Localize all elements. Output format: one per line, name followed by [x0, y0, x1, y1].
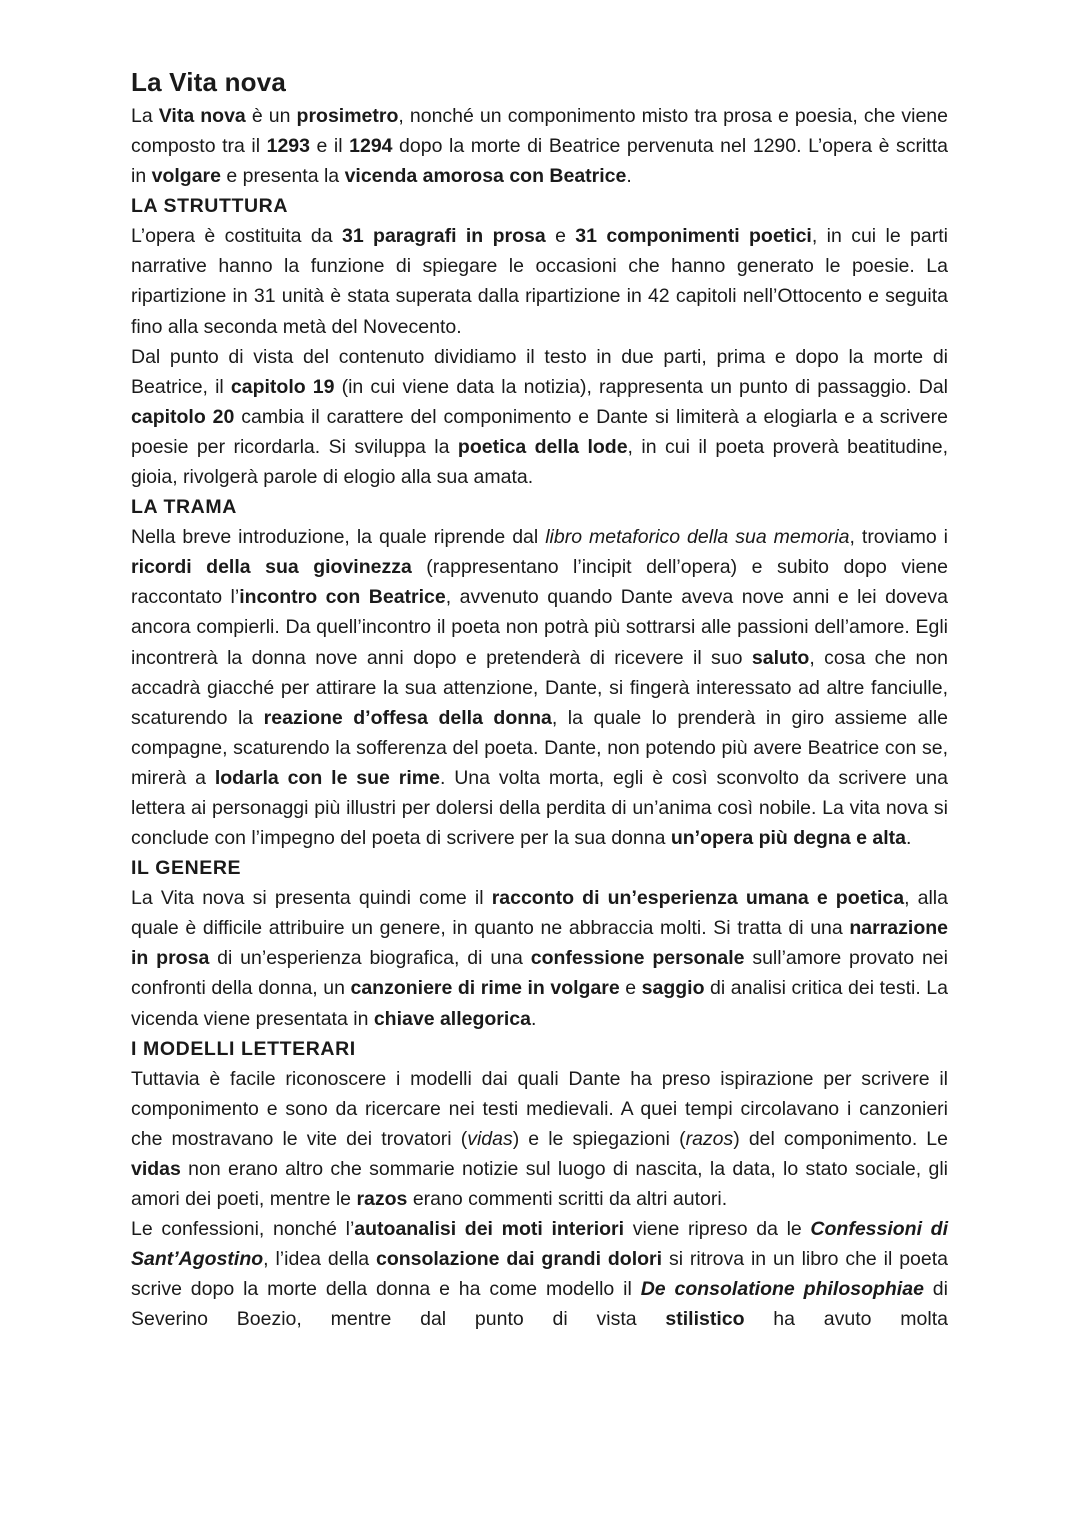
emphasized-text: libro metaforico della sua memoria: [545, 526, 850, 549]
text-run: .: [905, 827, 912, 850]
text-run: dopo la morte di Beatrice pervenuta nel 1290. L’opera è scritta in: [131, 135, 948, 188]
text-run: è un: [245, 105, 297, 127]
text-run: .: [531, 1007, 537, 1030]
emphasized-text: saggio: [641, 977, 705, 1000]
text-run: non erano altro che sommarie notizie sul luogo di nascita, la data, lo stato sociale, gli amori dei poeti, mentre le: [131, 1157, 948, 1210]
document-title: La Vita nova: [131, 67, 287, 97]
emphasized-text: 31 paragrafi in prosa: [341, 225, 546, 248]
emphasized-text: racconto di un’esperienza umana e poetica: [491, 887, 905, 910]
text-run: di un’esperienza biografica, di una: [209, 947, 531, 970]
emphasized-text: incontro con Beatrice: [239, 586, 446, 609]
emphasized-text: prosimetro: [296, 105, 399, 127]
emphasized-text: Vita nova: [158, 105, 246, 127]
emphasized-text: 1293: [266, 135, 310, 158]
paragraph: [131, 883, 948, 1033]
text-run: La: [131, 105, 159, 127]
text-run: , l’idea della: [263, 1248, 376, 1271]
emphasized-text: capitolo 20: [131, 405, 235, 428]
emphasized-text: razos: [356, 1188, 408, 1210]
text-run: . Una volta morta, egli è così sconvolto da scrivere una lettera ai personaggi più illustri per dolersi della perdita di un’anima così nobile. La vita nova si conclude con l’impegno del poeta di scrivere per la sua donna: [131, 766, 948, 850]
text-run: .: [626, 165, 632, 188]
section-heading: LA STRUTTURA: [131, 195, 289, 218]
text-run: cambia il carattere del componimento e Dante si limiterà a elogiarla e a scrivere poesie per ricordarla. Si sviluppa la: [131, 405, 948, 458]
text-run: L’opera è costituita da: [131, 225, 342, 248]
text-run: ha avuto molta: [744, 1308, 948, 1331]
emphasized-text: vidas: [131, 1157, 181, 1180]
emphasized-text: De consolatione philosophiae: [640, 1278, 924, 1301]
text-run: Dal punto di vista del contenuto dividiamo il testo in due parti, prima e dopo la morte di Beatrice, il: [131, 345, 948, 398]
text-run: , la quale lo prenderà in giro assieme alle compagne, scaturendo la sofferenza del poeta. Dante, non potendo più avere Beatrice con se, mirerà a: [131, 706, 948, 789]
paragraph: [131, 101, 948, 191]
emphasized-text: 1294: [349, 135, 393, 158]
text-run: e il: [309, 135, 350, 158]
text-run: di analisi critica dei testi. La vicenda viene presentata in: [131, 977, 948, 1030]
text-run: si ritrova in un libro che il poeta scrive dopo la morte della donna e ha come modello il: [131, 1248, 948, 1301]
emphasized-text: stilistico: [665, 1308, 745, 1331]
text-run: erano commenti scritti da altri autori.: [407, 1188, 728, 1210]
text-run: , alla quale è difficile attribuire un genere, in quanto ne abbraccia molti. Si tratta di una: [131, 887, 948, 940]
emphasized-text: lodarla con le sue rime: [214, 766, 440, 789]
paragraph: [131, 1214, 948, 1334]
text-run: , in cui le parti narrative hanno la funzione di spiegare le occasioni che hanno generato le poesie. La ripartizione in 31 unità è stata superata dalla ripartizione in 42 capitoli nell’Ottocento e seguita fino alla seconda metà del Novecento.: [131, 225, 948, 338]
section-heading: IL GENERE: [131, 857, 242, 880]
text-run: viene ripreso da le: [624, 1218, 811, 1241]
text-run: ) e le spiegazioni (: [512, 1127, 686, 1150]
emphasized-text: un’opera più degna e alta: [670, 827, 906, 850]
text-run: e: [619, 977, 642, 1000]
emphasized-text: canzoniere di rime in volgare: [350, 977, 620, 1000]
text-run: (in cui viene data la notizia), rappresenta un punto di passaggio. Dal: [334, 375, 948, 398]
text-run: , in cui il poeta proverà beatitudine, gioia, rivolgerà parole di elogio alla sua amata.: [131, 435, 948, 489]
emphasized-text: 31 componimenti poetici: [575, 225, 812, 248]
paragraph: [131, 1064, 948, 1214]
emphasized-text: capitolo 19: [230, 375, 335, 398]
text-run: Tuttavia è facile riconoscere i modelli dai quali Dante ha preso ispirazione per scrivere il componimento e sono da ricercare nei testi medievali. A quei tempi circolavano i canzonieri che mostravano le vite dei trovatori (: [131, 1067, 948, 1150]
emphasized-text: consolazione dai grandi dolori: [375, 1248, 663, 1271]
emphasized-text: saluto: [751, 646, 810, 669]
text-run: di Severino Boezio, mentre dal punto di vista: [131, 1278, 948, 1331]
emphasized-text: vidas: [467, 1127, 513, 1150]
emphasized-text: Confessioni di Sant’Agostino: [131, 1218, 948, 1271]
paragraph: [131, 342, 948, 492]
text-run: , avvenuto quando Dante aveva nove anni e lei doveva ancora compierli. Da quell’incontro il poeta non potrà più sottrarsi alle passioni dell’amore. Egli incontrerà la donna nove anni dopo e pretenderà di ricevere il suo: [131, 586, 948, 669]
emphasized-text: ricordi della sua giovinezza: [131, 556, 412, 579]
text-run: ) del componimento. Le: [733, 1127, 948, 1150]
text-run: , troviamo i: [849, 526, 948, 549]
emphasized-text: autoanalisi dei moti interiori: [354, 1218, 625, 1241]
text-run: e presenta la: [220, 165, 345, 188]
text-run: Le confessioni, nonché l’: [131, 1218, 355, 1241]
section-heading: I MODELLI LETTERARI: [131, 1037, 356, 1060]
text-run: La Vita nova si presenta quindi come il: [131, 887, 492, 910]
text-run: , nonché un componimento misto tra prosa e poesia, che viene composto tra il: [131, 105, 948, 158]
emphasized-text: volgare: [151, 165, 221, 188]
text-run: Nella breve introduzione, la quale riprende dal: [131, 526, 546, 549]
text-run: sull’amore provato nei confronti della donna, un: [131, 947, 948, 1000]
emphasized-text: reazione d’offesa della donna: [263, 706, 552, 729]
section-heading: LA TRAMA: [131, 496, 237, 519]
emphasized-text: razos: [685, 1127, 734, 1150]
paragraph: [131, 221, 948, 341]
emphasized-text: vicenda amorosa con Beatrice: [344, 165, 627, 188]
emphasized-text: chiave allegorica: [373, 1007, 531, 1030]
emphasized-text: confessione personale: [530, 947, 745, 970]
emphasized-text: poetica della lode: [457, 435, 628, 458]
document-body: [131, 101, 948, 1334]
text-run: e: [545, 225, 576, 248]
paragraph: [131, 522, 948, 853]
emphasized-text: narrazione in prosa: [131, 917, 948, 970]
text-run: (rappresentano l’incipit dell’opera) e subito dopo viene raccontato l’: [131, 556, 948, 609]
text-run: , cosa che non accadrà giacché per attirare la sua attenzione, Dante, si fingerà interessato ad altre fanciulle, scaturendo la: [131, 646, 948, 729]
